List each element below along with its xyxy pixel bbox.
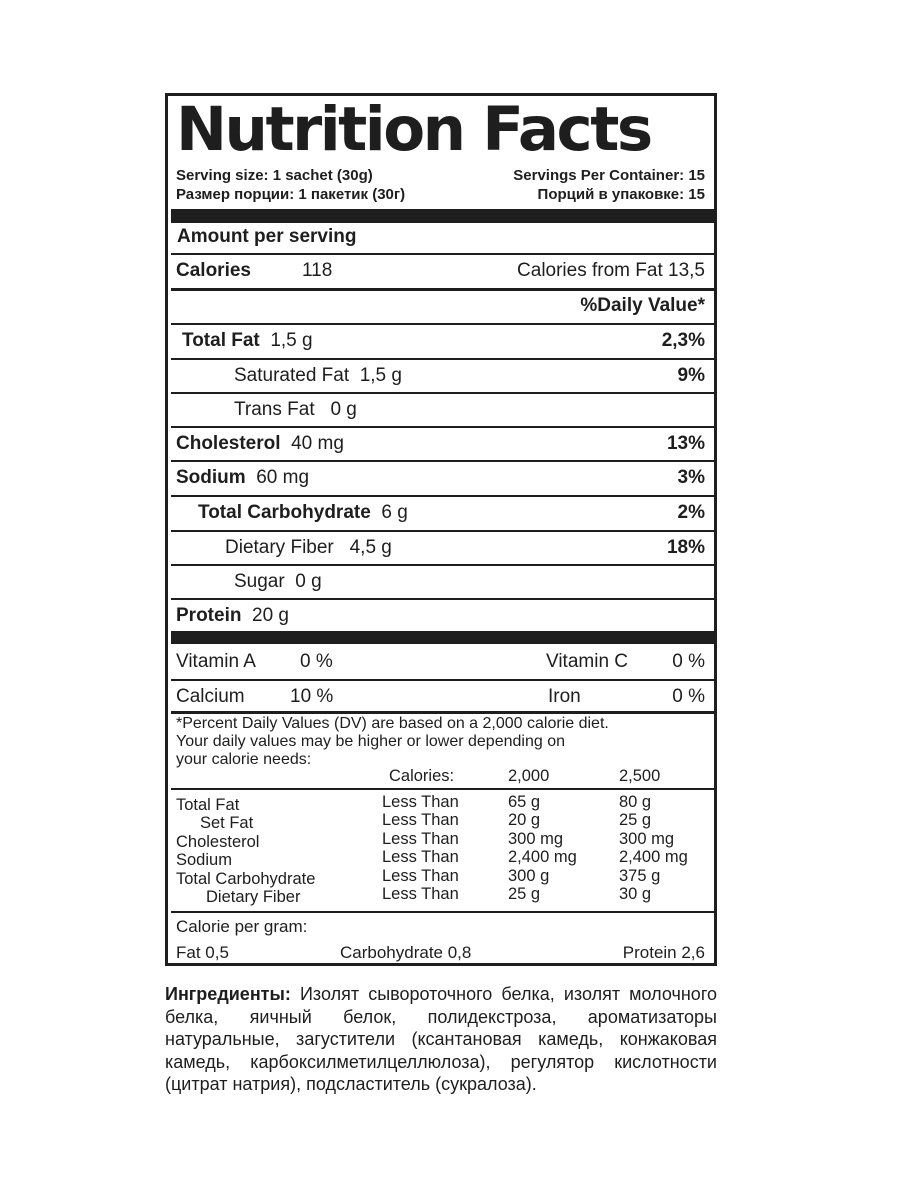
nutrient-amount: 6 g: [381, 502, 408, 523]
amount-per-serving: Amount per serving: [177, 226, 357, 247]
nutrient-name: Sugar: [234, 571, 285, 592]
serving-size-ru: Размер порции: 1 пакетик (30г): [176, 186, 406, 203]
reference-limit: Less Than: [382, 885, 459, 903]
servings-per-container-ru: Порций в упаковке: 15: [537, 186, 705, 203]
reference-row: [176, 833, 259, 852]
calories-row: [168, 254, 714, 288]
divider: [171, 911, 714, 913]
calories-label: Calories: [176, 260, 251, 281]
reference-value-2500: 25 g: [619, 811, 652, 829]
reference-value-2000: 2,400 mg: [508, 848, 577, 866]
daily-value-header-row: [168, 289, 714, 323]
vitamin-name: Vitamin A: [176, 651, 256, 672]
calorie-per-gram-carbohydrate: Carbohydrate 0,8: [340, 943, 472, 962]
calorie-per-gram-label: Calorie per gram:: [176, 917, 308, 936]
nutrient-name: Sodium: [176, 467, 246, 488]
nutrient-row: [168, 565, 714, 599]
nutrient-dv: 13%: [666, 433, 705, 454]
nutrient-name: Total Fat: [182, 330, 260, 351]
nutrient-row: [168, 461, 714, 495]
reference-limit: Less Than: [382, 867, 459, 885]
nutrient-row: [168, 427, 714, 461]
calories-from-fat: Calories from Fat 13,5: [517, 260, 705, 281]
nutrient-dv: 18%: [666, 537, 705, 558]
reference-nutrient: Cholesterol: [176, 833, 260, 851]
divider: [171, 788, 714, 790]
nutrient-row: [168, 359, 714, 393]
footnote-line: your calorie needs:: [176, 751, 312, 768]
vitamin-row: [168, 680, 714, 714]
nutrient-amount: 40 mg: [291, 433, 344, 454]
reference-value-2500: 80 g: [619, 793, 652, 811]
nutrient-amount: 4,5 g: [349, 537, 392, 558]
reference-value-2500: 300 mg: [619, 830, 675, 848]
nutrient-amount: 1,5 g: [359, 365, 402, 386]
servings-per-container-en: Servings Per Container: 15: [513, 167, 705, 184]
nutrient-amount: 1,5 g: [270, 330, 313, 351]
daily-value-header: %Daily Value*: [580, 295, 705, 316]
vitamin-name: Vitamin C: [546, 651, 629, 672]
vitamin-name: Iron: [548, 686, 581, 707]
nutrient-row: [168, 531, 714, 565]
reference-nutrient: Dietary Fiber: [206, 888, 301, 906]
nutrient-dv: 2,3%: [661, 330, 705, 351]
nutrient-amount: 20 g: [252, 605, 289, 626]
nutrient-name: Protein: [176, 605, 242, 626]
reference-row: [176, 796, 239, 815]
vitamin-value: 0 %: [672, 686, 705, 707]
calorie-per-gram-protein: Protein 2,6: [622, 943, 705, 962]
calories-value: 118: [302, 260, 333, 281]
footnote-line: Your daily values may be higher or lower depending on: [176, 733, 565, 750]
ingredients-list: Изолят сывороточного белка, изолят молочного белка, яичный белок, полидекстроза, ароматизаторы натуральные, загустители (ксантановая камедь, конжаковая камедь, карбоксилметилцеллюлоза), регулятор кислотности (цитрат натрия), подсластитель (сукралоза).: [165, 984, 717, 1094]
vitamin-value: 0 %: [672, 651, 705, 672]
ingredients-text: [165, 983, 717, 1096]
reference-value-2500: 2,400 mg: [619, 848, 688, 866]
reference-nutrient: Set Fat: [200, 814, 254, 832]
vitamin-value: 0 %: [300, 651, 333, 672]
reference-limit: Less Than: [382, 811, 459, 829]
nutrient-dv: 2%: [677, 502, 705, 523]
nutrient-amount: 60 mg: [256, 467, 310, 488]
serving-size-en: Serving size: 1 sachet (30g): [176, 167, 373, 184]
nutrient-name: Dietary Fiber: [225, 537, 334, 558]
thick-divider: [171, 631, 714, 644]
thick-divider: [171, 209, 714, 223]
nutrient-dv: 9%: [677, 365, 705, 386]
nutrient-amount: 0 g: [295, 571, 322, 592]
reference-row: [206, 888, 300, 907]
reference-row: [200, 814, 253, 833]
nutrient-dv: 3%: [677, 467, 705, 488]
reference-limit: Less Than: [382, 848, 459, 866]
nutrient-name: Trans Fat: [234, 399, 315, 420]
reference-value-2500: 375 g: [619, 867, 661, 885]
nutrition-facts-label: [165, 93, 717, 966]
reference-limit: Less Than: [382, 793, 459, 811]
calorie-per-gram-fat: Fat 0,5: [176, 943, 229, 962]
reference-col-2000: 2,000: [508, 767, 550, 785]
footnote-line: *Percent Daily Values (DV) are based on a 2,000 calorie diet.: [176, 715, 609, 732]
nutrient-name: Cholesterol: [176, 433, 281, 454]
reference-limit: Less Than: [382, 830, 459, 848]
reference-col-2500: 2,500: [619, 767, 661, 785]
reference-nutrient: Total Carbohydrate: [176, 870, 316, 888]
vitamin-value: 10 %: [290, 686, 334, 707]
reference-value-2000: 25 g: [508, 885, 541, 903]
reference-value-2000: 65 g: [508, 793, 541, 811]
nutrient-row: [168, 324, 714, 358]
reference-value-2500: 30 g: [619, 885, 652, 903]
ingredients-label: Ингредиенты:: [165, 984, 291, 1004]
nutrient-name: Saturated Fat: [234, 365, 350, 386]
reference-value-2000: 20 g: [508, 811, 541, 829]
reference-value-2000: 300 mg: [508, 830, 564, 848]
reference-row: [176, 851, 232, 870]
nutrient-amount: 0 g: [330, 399, 357, 420]
reference-nutrient: Total Fat: [176, 796, 240, 814]
nutrient-name: Total Carbohydrate: [198, 502, 371, 523]
nutrient-row: [168, 496, 714, 530]
nutrient-row: [168, 599, 714, 633]
reference-row: [176, 870, 315, 889]
vitamin-row: [168, 645, 714, 679]
label-title: Nutrition Facts: [176, 94, 651, 165]
reference-value-2000: 300 g: [508, 867, 550, 885]
divider: [171, 711, 714, 714]
nutrient-row: [168, 393, 714, 427]
reference-calories-label: Calories:: [389, 767, 455, 785]
vitamin-name: Calcium: [176, 686, 245, 707]
reference-nutrient: Sodium: [176, 851, 232, 869]
